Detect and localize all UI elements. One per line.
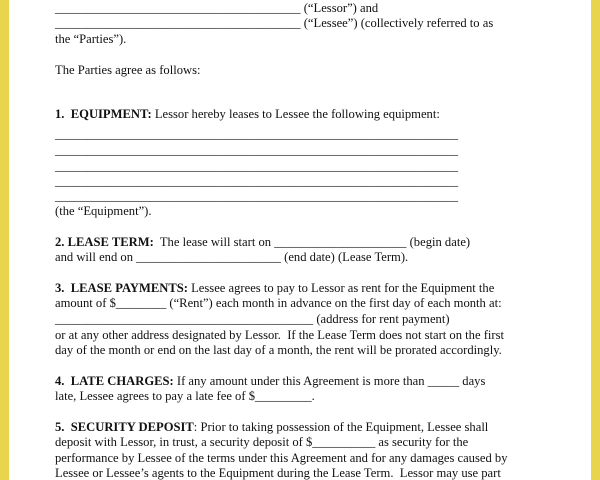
equipment-text: Lessor hereby leases to Lessee the following equipment:	[151, 107, 440, 121]
equipment-closing: (the “Equipment”).	[55, 204, 152, 218]
lessor-line: _______________________________________ (“Lessor”) and	[55, 1, 379, 15]
section-lease-term	[55, 234, 470, 250]
late-charges-line1: If any amount under this Agreement is more than _____ days	[173, 374, 486, 388]
section-equipment	[55, 106, 440, 122]
security-deposit-line4: Lessee or Lessee’s agents to the Equipment during the Lease Term. Lessor may use part	[55, 466, 501, 480]
equipment-blank-3: ________________________________________________________________	[55, 159, 458, 173]
security-deposit-heading: 5. SECURITY DEPOSIT	[55, 420, 194, 434]
equipment-blank-2: ________________________________________________________________	[55, 143, 458, 157]
document-page	[9, 0, 591, 480]
equipment-blank-1: ________________________________________________________________	[55, 127, 458, 141]
security-deposit-line2: deposit with Lessor, in trust, a security deposit of $__________ as security for the	[55, 435, 469, 449]
equipment-heading: 1. EQUIPMENT:	[55, 107, 152, 121]
lease-payments-line4: or at any other address designated by Lessor. If the Lease Term does not start on the first	[55, 328, 504, 342]
section-security-deposit	[55, 419, 488, 435]
lease-payments-line2: amount of $________ (“Rent”) each month in advance on the first day of each month at:	[55, 296, 502, 310]
parties-line: the “Parties”).	[55, 32, 127, 46]
lease-term-line2: and will end on _______________________ (end date) (Lease Term).	[55, 250, 409, 264]
lease-term-heading: 2. LEASE TERM:	[55, 235, 154, 249]
security-deposit-line3: performance by Lessee of the terms under this Agreement and for any damages caused by	[55, 451, 508, 465]
security-deposit-line1: : Prior to taking possession of the Equipment, Lessee shall	[193, 420, 489, 434]
lessee-line: _______________________________________ (“Lessee”) (collectively referred to as	[55, 16, 494, 30]
lease-payments-heading: 3. LEASE PAYMENTS:	[55, 281, 188, 295]
agree-line: The Parties agree as follows:	[55, 63, 201, 77]
late-charges-line2: late, Lessee agrees to pay a late fee of $_________.	[55, 389, 315, 403]
lease-payments-line5: day of the month or end on the last day of a month, the rent will be prorated accordingly.	[55, 343, 502, 357]
late-charges-heading: 4. LATE CHARGES:	[55, 374, 174, 388]
lease-term-line1: The lease will start on _____________________ (begin date)	[153, 235, 471, 249]
equipment-blank-5: ________________________________________________________________	[55, 189, 458, 203]
lease-payments-line1: Lessee agrees to pay to Lessor as rent for the Equipment the	[187, 281, 495, 295]
lease-payments-line3: _________________________________________ (address for rent payment)	[55, 312, 450, 326]
section-late-charges	[55, 373, 485, 389]
equipment-blank-4: ________________________________________________________________	[55, 174, 458, 188]
section-lease-payments	[55, 280, 494, 296]
